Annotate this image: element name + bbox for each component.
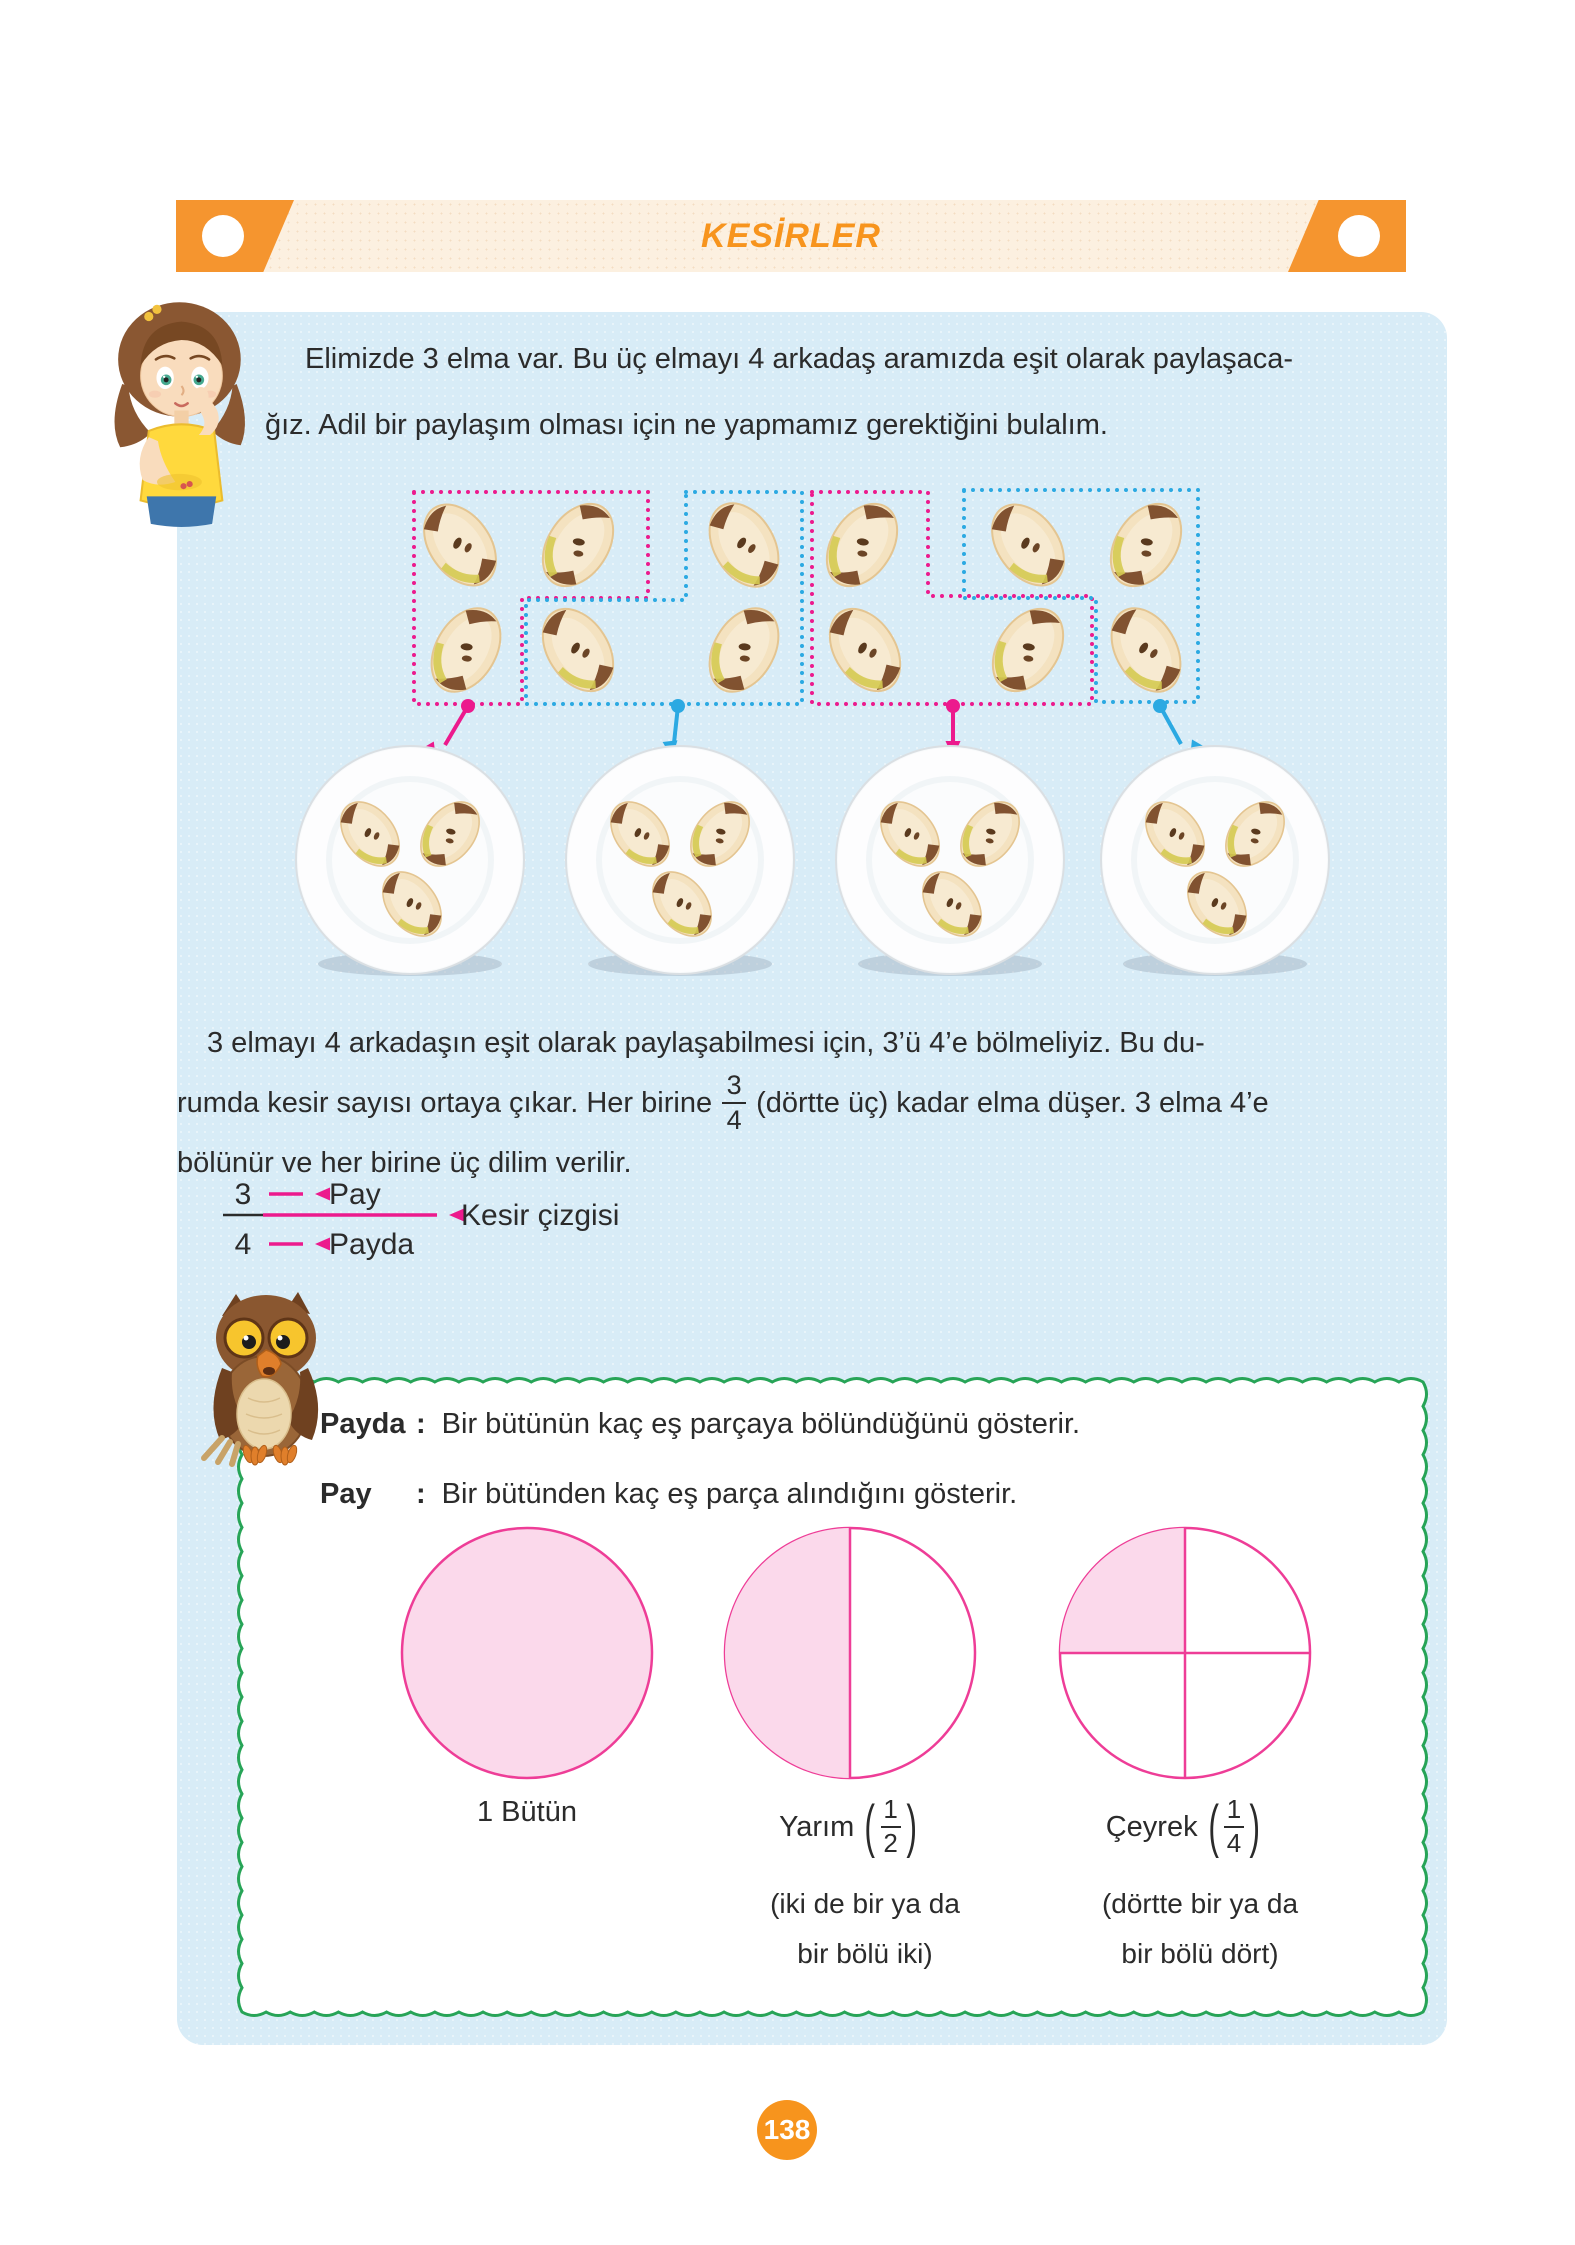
- circle-whole: [402, 1528, 652, 1778]
- kesir-cizgisi-label: Kesir çizgisi: [461, 1199, 620, 1232]
- fraction-denominator: 4: [234, 1228, 252, 1261]
- explain-line-2: [177, 1070, 1269, 1136]
- apple-sharing-diagram: [280, 480, 1340, 1000]
- pay-arrow: [269, 1188, 330, 1201]
- thinking-girl-illustration: [95, 292, 270, 527]
- intro-paragraph: [265, 326, 1425, 458]
- caption-half: Yarım ( 1 2 ): [700, 1782, 1000, 1872]
- intro-line-1: Elimizde 3 elma var. Bu üç elmayı 4 arkadaş aramızda eşit olarak paylaşaca-: [305, 343, 1294, 375]
- caption-quarter-note-2: bir bölü dört): [1121, 1938, 1279, 1969]
- caption-quarter: Çeyrek ( 1 4 ): [1035, 1782, 1335, 1872]
- fraction-terms-diagram: [205, 1158, 665, 1288]
- paren-fraction-half: ( 1 2 ): [864, 1793, 917, 1859]
- plate-2: [566, 746, 794, 976]
- fraction-bar: [722, 1102, 746, 1105]
- intro-line-2: ğız. Adil bir paylaşım olması için ne yapmamız gerektiğini bulalım.: [265, 409, 1108, 441]
- explain-line-1: 3 elmayı 4 arkadaşın eşit olarak paylaşabilmesi için, 3’ü 4’e bölmeliyiz. Bu du-: [207, 1027, 1205, 1059]
- page-number-badge: 138: [757, 2100, 817, 2160]
- caption-quarter-note-1: (dörtte bir ya da: [1101, 1888, 1299, 1919]
- payda-arrow: [269, 1238, 330, 1251]
- circle-half: [725, 1528, 975, 1778]
- inline-fraction-three-fourths: 3 4: [722, 1071, 746, 1134]
- explain-line-2-after: (dörtte üç) kadar elma düşer. 3 elma 4’e: [756, 1087, 1269, 1119]
- caption-half-note-2: bir bölü iki): [797, 1938, 933, 1969]
- plate-1: [296, 746, 524, 976]
- caption-whole: 1 Bütün: [477, 1796, 577, 1828]
- owl-illustration: [192, 1288, 342, 1468]
- plate-4: [1101, 746, 1329, 976]
- plate-3: [836, 746, 1064, 976]
- payda-label: Payda: [329, 1228, 415, 1261]
- apple-slices-row-2: [418, 596, 1195, 704]
- fraction-numerator: 3: [234, 1178, 252, 1211]
- page-title: KESİRLER: [701, 217, 881, 255]
- circle-quarter: [1060, 1528, 1310, 1778]
- header-banner: [176, 200, 1406, 272]
- paren-fraction-quarter: ( 1 4 ): [1207, 1793, 1260, 1859]
- explain-line-3: bölünür ve her birine üç dilim verilir.: [177, 1147, 632, 1179]
- fraction-circles: [380, 1515, 1330, 1785]
- definition-payda: Payda : Bir bütünün kaç eş parçaya bölündüğünü gösterir.: [320, 1408, 1081, 1440]
- caption-half-note-1: (iki de bir ya da: [770, 1888, 960, 1919]
- definition-pay: Pay : Bir bütünden kaç eş parça alındığını gösterir.: [320, 1478, 1018, 1510]
- pay-label: Pay: [329, 1178, 381, 1211]
- explain-line-2-before: rumda kesir sayısı ortaya çıkar. Her birine: [177, 1087, 713, 1119]
